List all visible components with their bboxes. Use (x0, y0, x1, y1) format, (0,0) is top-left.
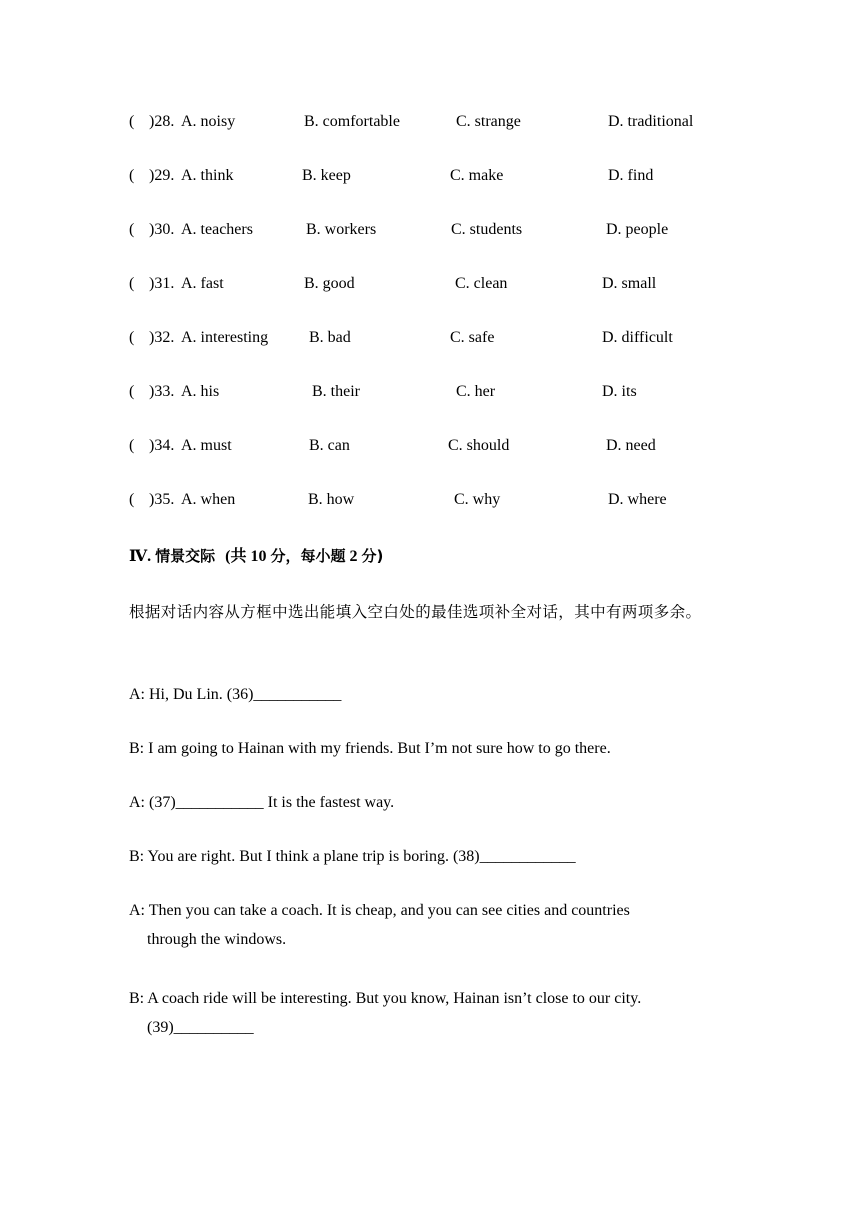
dialogue-line-a3 (129, 902, 729, 949)
dialogue-text: B: I am going to Hainan with my friends. But I’m not sure how to go there. (129, 740, 611, 757)
option-a: A. must (181, 437, 232, 454)
score-mid: 分，每小题 (270, 547, 346, 565)
question-row-31 (0, 275, 860, 297)
dialogue-line-38 (129, 848, 729, 866)
option-d: D. where (608, 491, 667, 508)
option-b: B. comfortable (304, 113, 400, 130)
answer-blank-open: ( (129, 221, 135, 238)
option-b: B. how (308, 491, 355, 508)
question-row-32 (0, 329, 860, 351)
option-b: B. bad (309, 329, 351, 346)
option-c: C. make (450, 167, 504, 184)
answer-blank-open: ( (129, 329, 135, 346)
option-a: A. fast (181, 275, 224, 292)
option-a: A. think (181, 167, 234, 184)
option-b: B. can (309, 437, 350, 454)
option-a: A. interesting (181, 329, 269, 346)
dialogue-line-37 (129, 794, 729, 812)
score-total: 10 (250, 548, 267, 565)
question-number: )35. (149, 491, 175, 508)
section-title: 情景交际 (155, 547, 216, 565)
dialogue-continuation: through the windows. (147, 931, 287, 948)
option-a: A. his (181, 383, 220, 400)
option-d: D. people (606, 221, 669, 238)
option-a: A. when (181, 491, 236, 508)
question-number: )33. (149, 383, 175, 400)
section-instruction: 根据对话内容从方框中选出能填入空白处的最佳选项补全对话，其中有两项多余。 (129, 603, 702, 621)
dialogue-line-36 (129, 686, 729, 704)
dialogue-text: B: A coach ride will be interesting. But you know, Hainan isn’t close to our city. (129, 990, 642, 1007)
option-c: C. should (448, 437, 510, 454)
option-d: D. difficult (602, 329, 673, 346)
answer-blank-open: ( (129, 491, 135, 508)
question-number: )29. (149, 167, 175, 184)
question-row-34 (0, 437, 860, 459)
answer-blank-open: ( (129, 383, 135, 400)
section-heading (129, 543, 383, 566)
option-c: C. her (456, 383, 496, 400)
option-c: C. clean (455, 275, 508, 292)
option-d: D. its (602, 383, 637, 400)
option-c: C. why (454, 491, 501, 508)
question-row-33 (0, 383, 860, 405)
option-a: A. noisy (181, 113, 236, 130)
dialogue-text: A: (37)___________ It is the fastest way. (129, 794, 395, 811)
question-number: )34. (149, 437, 175, 454)
option-b: B. keep (302, 167, 351, 184)
question-number: )30. (149, 221, 175, 238)
option-d: D. traditional (608, 113, 694, 130)
option-c: C. safe (450, 329, 495, 346)
question-number: )31. (149, 275, 175, 292)
dialogue-continuation: (39)__________ (147, 1019, 254, 1036)
dialogue-text: A: Then you can take a coach. It is cheap, and you can see cities and countries (129, 902, 630, 919)
dialogue-text: A: Hi, Du Lin. (36)___________ (129, 686, 342, 703)
option-b: B. workers (306, 221, 377, 238)
option-d: D. find (608, 167, 654, 184)
option-d: D. need (606, 437, 656, 454)
question-row-28 (0, 113, 860, 135)
section-numeral: Ⅳ. (129, 548, 152, 565)
option-d: D. small (602, 275, 657, 292)
option-a: A. teachers (181, 221, 253, 238)
question-number: )32. (149, 329, 175, 346)
score-each: 2 (349, 548, 358, 565)
answer-blank-open: ( (129, 437, 135, 454)
question-row-30 (0, 221, 860, 243)
question-row-29 (0, 167, 860, 189)
question-number: )28. (149, 113, 175, 130)
option-c: C. students (451, 221, 523, 238)
score-prefix: (共 (225, 548, 247, 565)
answer-blank-open: ( (129, 113, 135, 130)
score-suffix: 分) (361, 547, 384, 565)
dialogue-line-b1 (129, 740, 729, 758)
answer-blank-open: ( (129, 167, 135, 184)
option-c: C. strange (456, 113, 521, 130)
dialogue-line-39 (129, 990, 729, 1037)
dialogue-text: B: You are right. But I think a plane trip is boring. (38)____________ (129, 848, 576, 865)
option-b: B. good (304, 275, 355, 292)
question-row-35 (0, 491, 860, 513)
answer-blank-open: ( (129, 275, 135, 292)
option-b: B. their (312, 383, 360, 400)
